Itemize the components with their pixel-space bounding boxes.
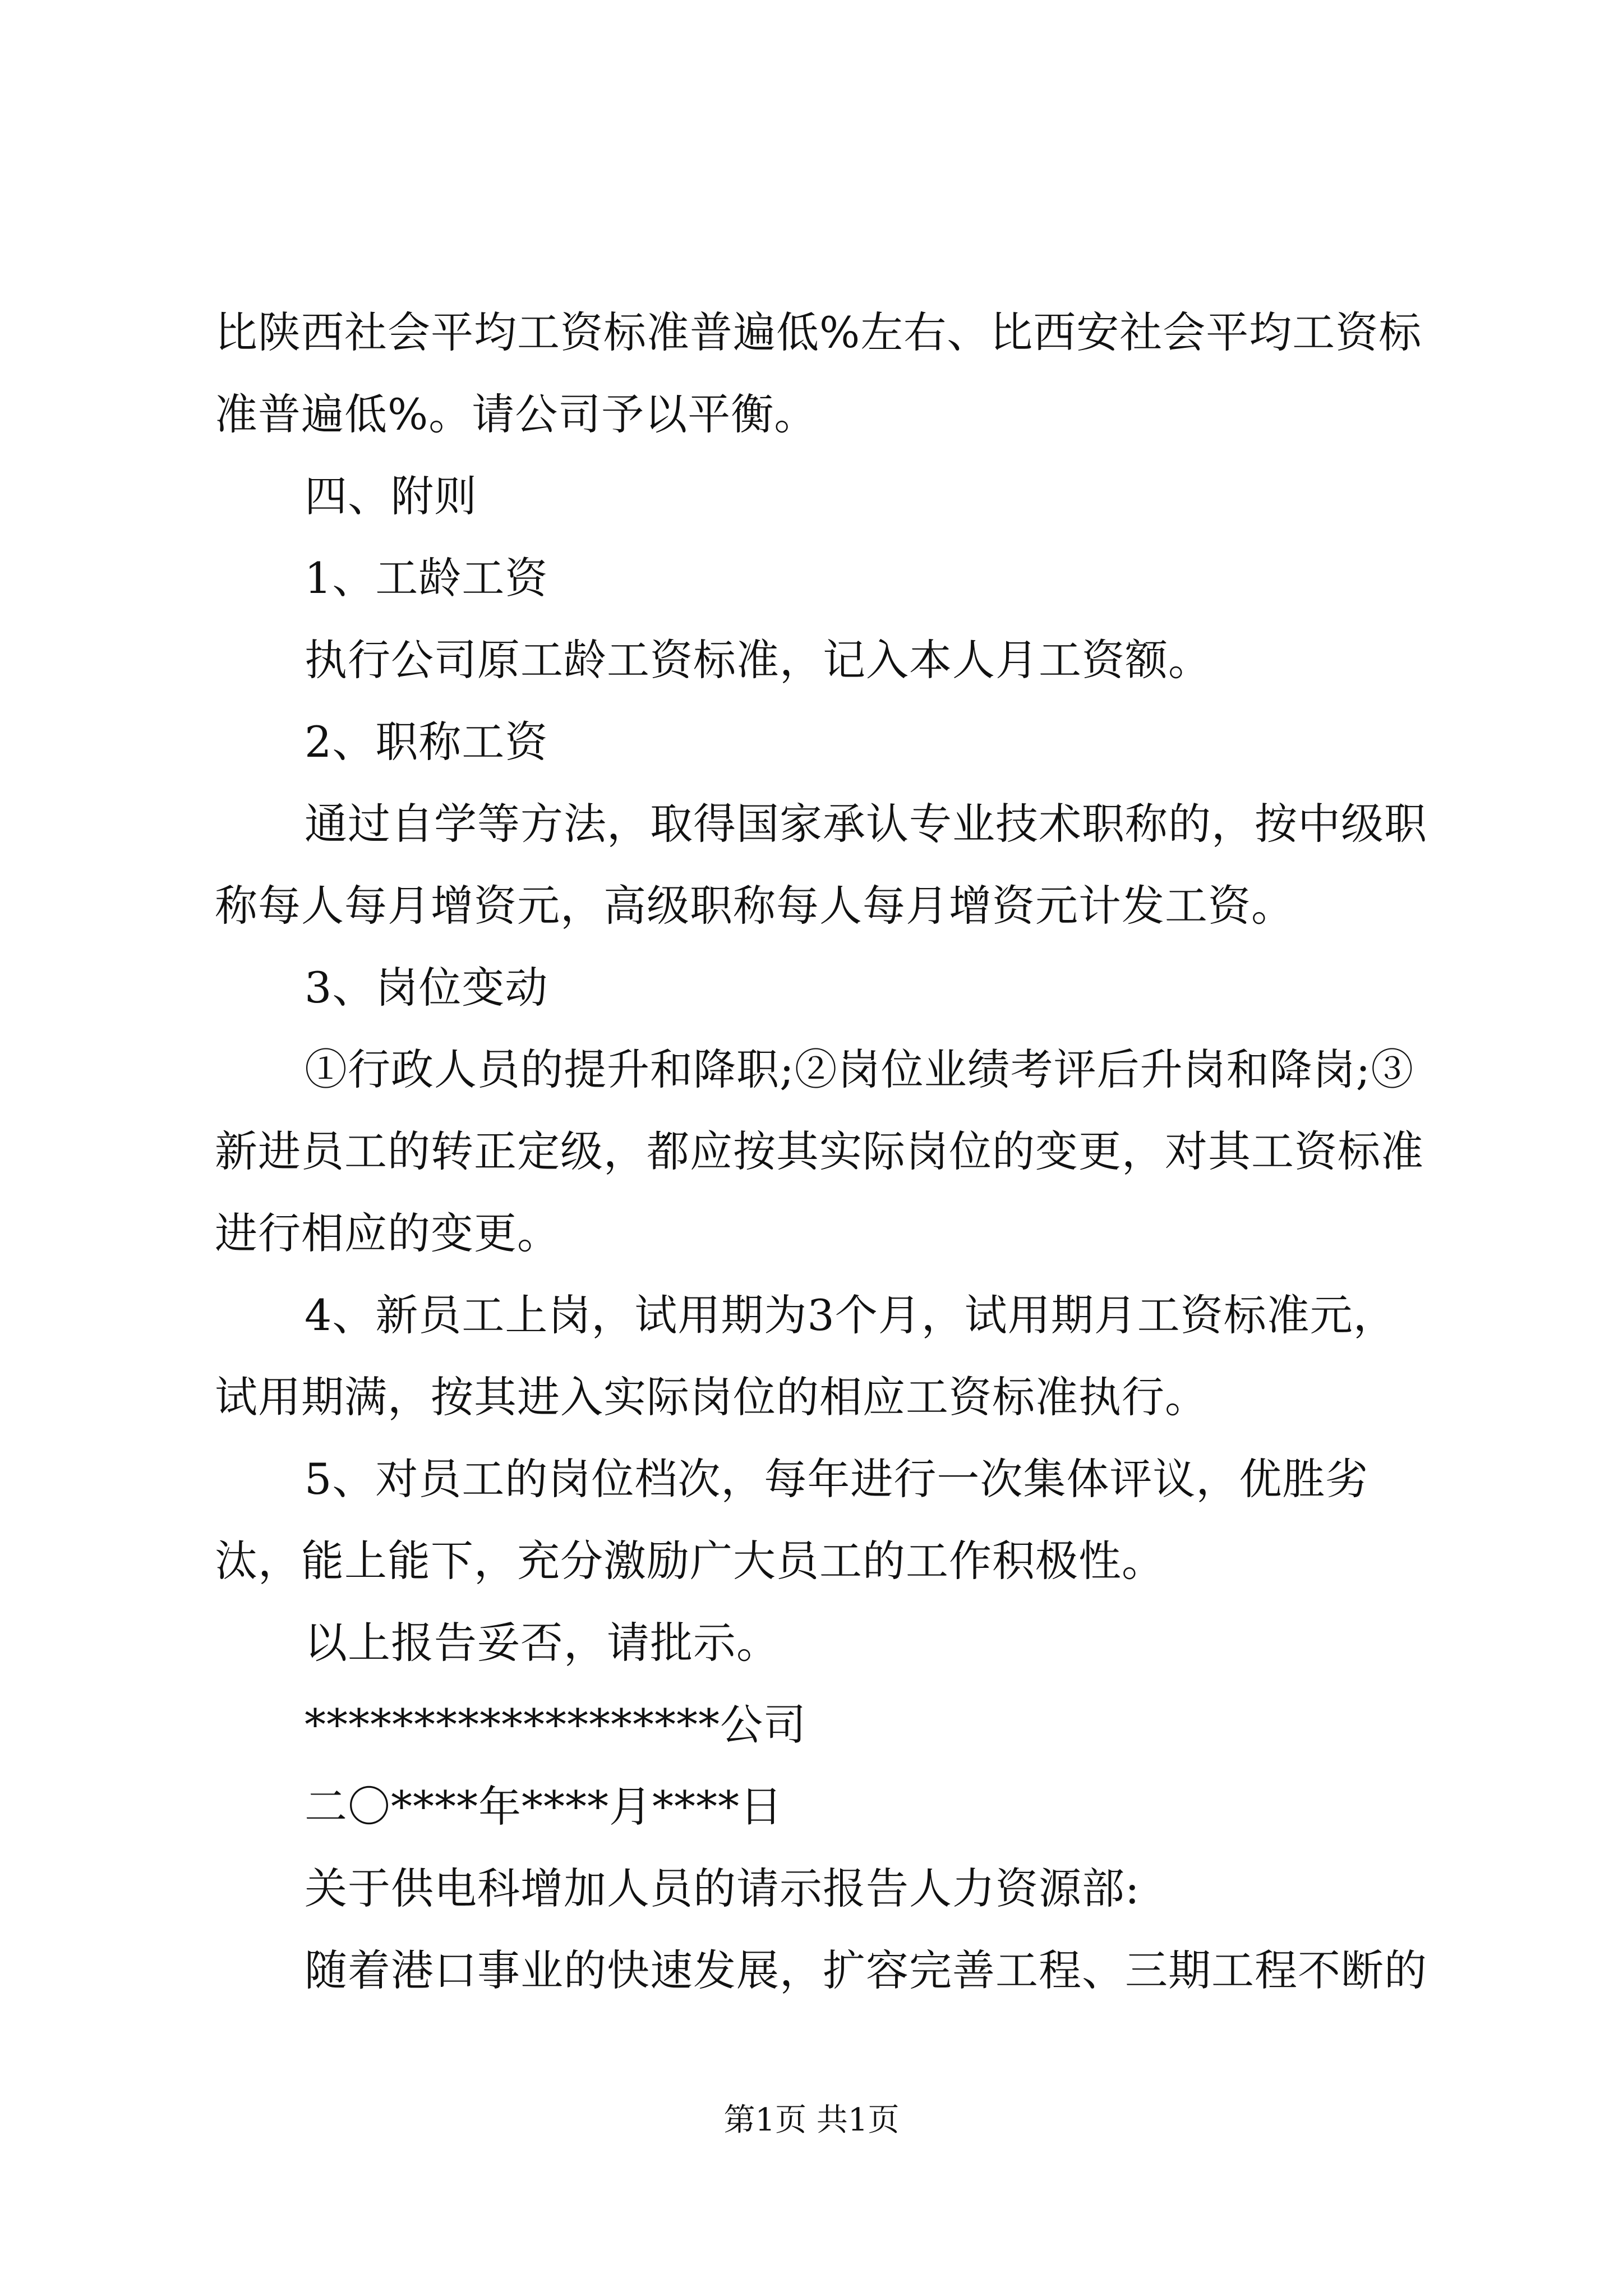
paragraph-position-change: ①行政人员的提升和降职;②岗位业绩考评后升岗和降岗;③新进员工的转正定级，都应按其实际岗位的变更，对其工资标准进行相应的变更。 (215, 1045, 1424, 1258)
request-title: 关于供电科增加人员的请示报告人力资源部: (305, 1864, 1140, 1913)
page-footer (0, 2101, 1623, 2140)
subheading-title-wage: 2、职称工资 (305, 717, 548, 767)
paragraph-request-start: 随着港口事业的快速发展，扩容完善工程、三期工程不断的 (305, 1945, 1427, 1995)
document-date: 二〇****年****月****日 (305, 1782, 783, 1832)
company-signature: *******************公司 (305, 1700, 806, 1750)
paragraph-probation: 4、新员工上岗，试用期为3个月，试用期月工资标准元，试用期满，按其进入实际岗位的相应工资标准执行。 (215, 1290, 1396, 1422)
paragraph-continuation: 比陕西社会平均工资标准普遍低%左右、比西安社会平均工资标准普遍低%。请公司予以平衡。 (215, 307, 1422, 439)
paragraph-title-wage: 通过自学等方法，取得国家承认专业技术职称的，按中级职称每人每月增资元，高级职称每人每月增资元计发工资。 (215, 799, 1427, 931)
document-body (215, 292, 1432, 2012)
subheading-seniority-wage: 1、工龄工资 (305, 553, 548, 603)
page-number-label: 第1页 共1页 (723, 2102, 900, 2138)
paragraph-closing: 以上报告妥否，请批示。 (305, 1618, 780, 1668)
paragraph-evaluation: 5、对员工的岗位档次，每年进行一次集体评议，优胜劣汰，能上能下，充分激励广大员工的工作积极性。 (215, 1454, 1369, 1586)
section-heading-appendix: 四、附则 (305, 471, 477, 521)
subheading-position-change: 3、岗位变动 (305, 963, 548, 1013)
paragraph-seniority-wage: 执行公司原工龄工资标准，记入本人月工资额。 (305, 635, 1211, 685)
